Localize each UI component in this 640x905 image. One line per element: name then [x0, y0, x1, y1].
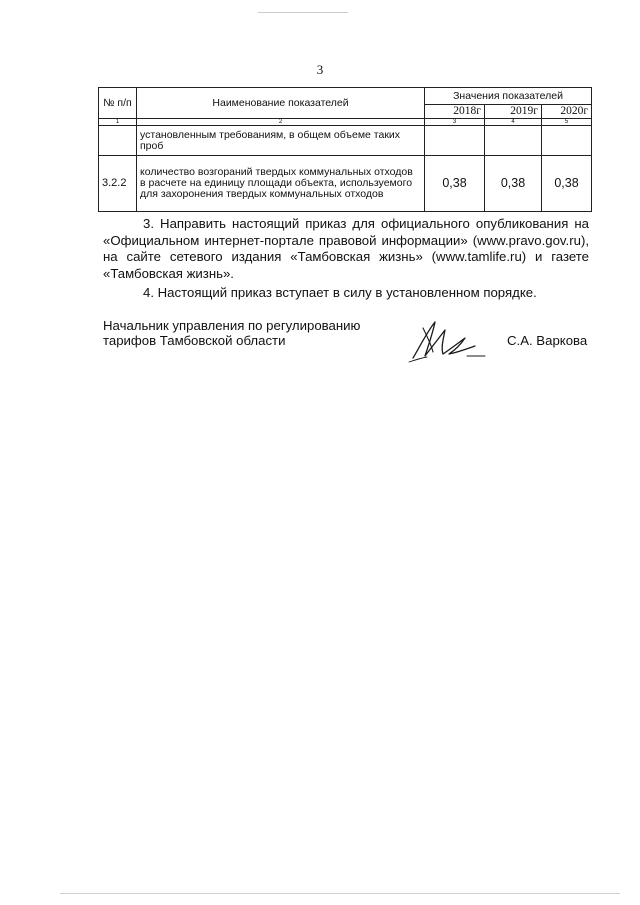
- index-cell: 5: [542, 119, 592, 126]
- row-value-2019: [485, 126, 542, 156]
- row-value-2018: 0,38: [425, 156, 485, 212]
- index-cell: 4: [485, 119, 542, 126]
- index-row: [99, 119, 592, 126]
- row-no: 3.2.2: [99, 156, 137, 212]
- index-cell: 3: [425, 119, 485, 126]
- row-name: установленным требованиям, в общем объеме таких проб: [137, 126, 425, 156]
- index-cell: 1: [99, 119, 137, 126]
- table-row: [99, 126, 592, 156]
- page-number: 3: [316, 62, 324, 77]
- signatory-title: [103, 318, 360, 348]
- paragraph-4: 4. Настоящий приказ вступает в силу в установленном порядке.: [143, 285, 537, 300]
- row-no: [99, 126, 137, 156]
- scan-artifact-bottom: [60, 893, 620, 894]
- scan-artifact-top: [258, 12, 348, 13]
- header-year-2018: 2018г: [425, 105, 485, 119]
- table-row: [99, 156, 592, 212]
- index-cell: 2: [137, 119, 425, 126]
- row-value-2020: [542, 126, 592, 156]
- paragraph-3: 3. Направить настоящий приказ для официального опубликования на «Официальном интернет-портале правовой информации» (www.pravo.gov.ru), на сайте сетевого издания «Тамбовская жизнь» (www.tamlife.ru) и газете «Тамбовская жизнь».: [103, 216, 589, 281]
- row-value-2019: 0,38: [485, 156, 542, 212]
- header-no: № п/п: [99, 88, 137, 119]
- signatory-title-line-2: тарифов Тамбовской области: [103, 333, 286, 348]
- indicators-table: [98, 87, 592, 212]
- row-value-2020: 0,38: [542, 156, 592, 212]
- handwritten-signature: [405, 318, 495, 363]
- header-year-2019: 2019г: [485, 105, 542, 119]
- row-name: количество возгораний твердых коммунальных отходов в расчете на единицу площади объекта, используемого для захоронения твердых коммунальных отходов: [137, 156, 425, 212]
- row-value-2018: [425, 126, 485, 156]
- header-name: Наименование показателей: [137, 88, 425, 119]
- signatory-title-line-1: Начальник управления по регулированию: [103, 318, 361, 333]
- header-year-2020: 2020г: [542, 105, 592, 119]
- header-values: Значения показателей: [425, 88, 592, 105]
- signatory-name: С.А. Варкова: [507, 333, 588, 348]
